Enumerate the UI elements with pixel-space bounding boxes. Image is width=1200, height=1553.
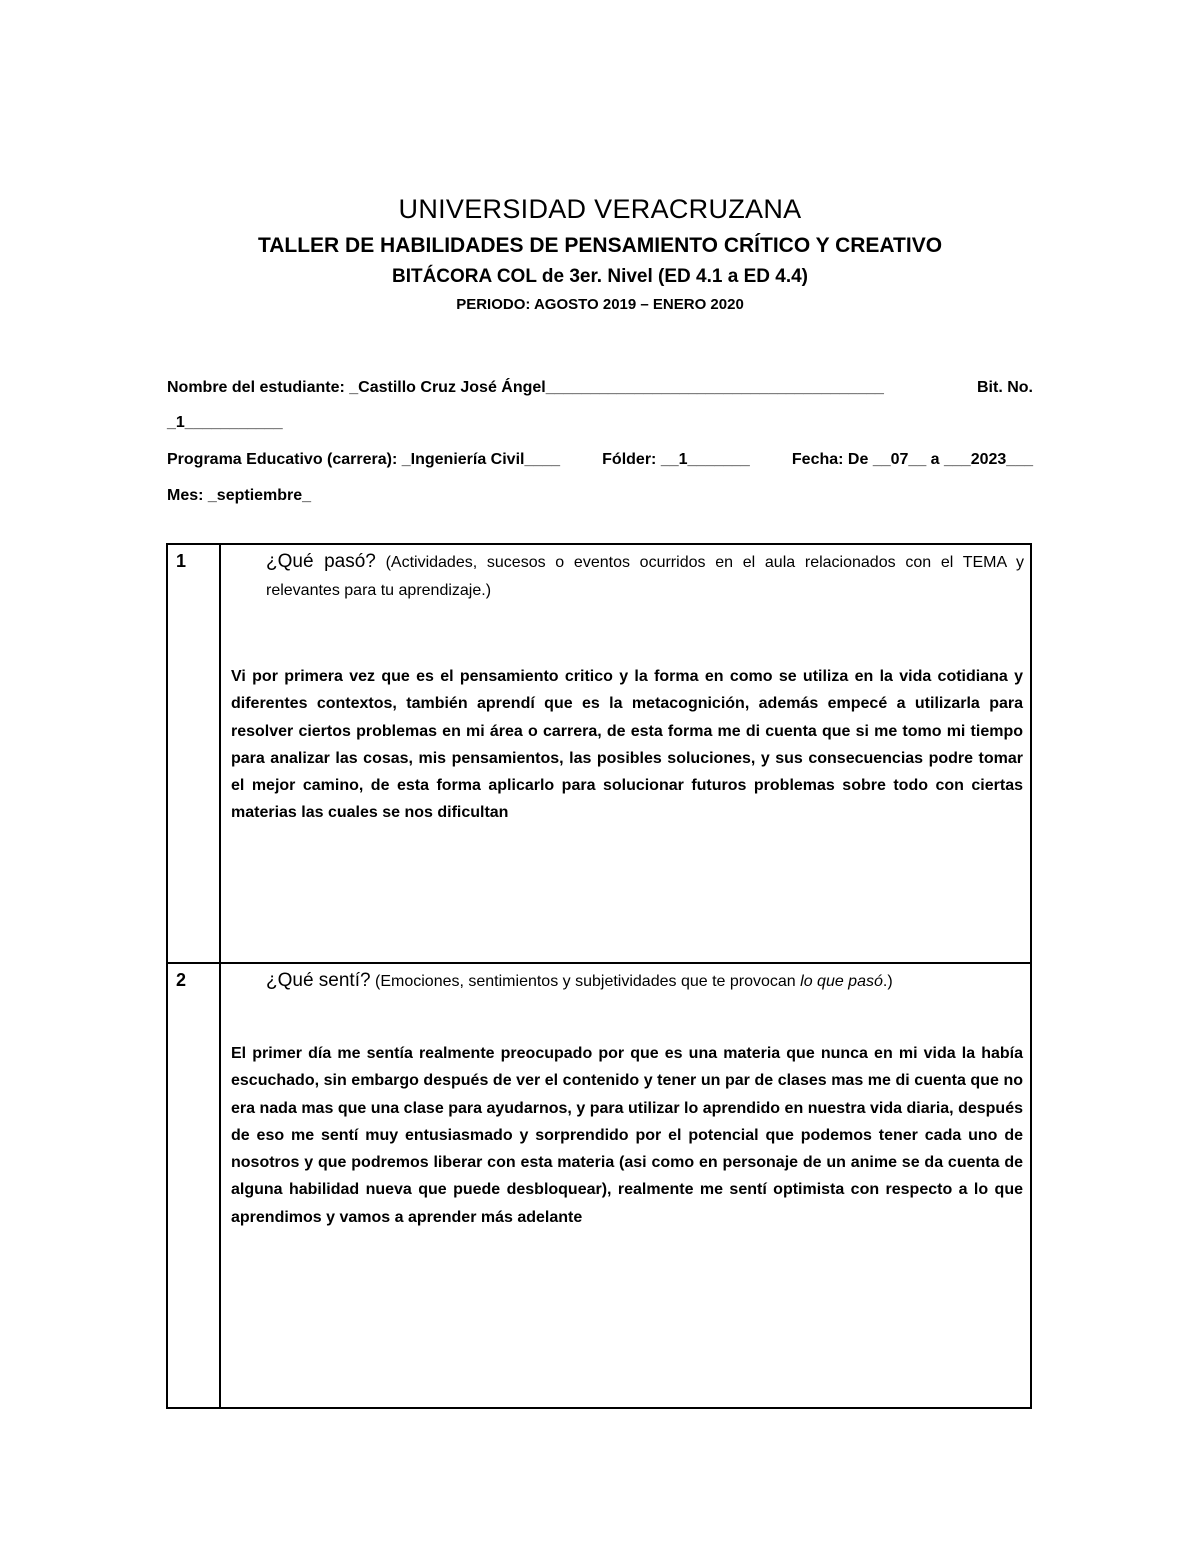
month-field: Mes: _septiembre_: [167, 487, 312, 504]
table-row-divider: [166, 962, 1032, 964]
student-name: Nombre del estudiante: _Castillo Cruz José Ángel______________________________________: [167, 379, 884, 396]
table-column-divider: [219, 543, 221, 1409]
question-hint-end: .): [882, 973, 893, 990]
question-hint: (Emociones, sentimientos y subjetividades que te provocan: [375, 973, 796, 990]
section-number: 2: [176, 970, 187, 990]
program-line: [167, 451, 1033, 469]
period-label: PERIODO: AGOSTO 2019 – ENERO 2020: [456, 296, 744, 313]
section-answer: El primer día me sentía realmente preocupado por que es una materia que nunca en mi vida la había escuchado, sin embargo después de ver el contenido y tener un par de clases mas me di cuenta que no era nada mas que una clase para ayudarnos, y para utilizar lo aprendido en nuestra vida diaria, después de eso me sentí muy entusiasmado y sorprendido por el potencial que podemos tener cada uno de nosotros y que podremos liberar con esta materia (asi como en personaje de un anime se da cuenta de alguna habilidad nueva que puede desbloquear), realmente me sentí optimista con respecto a lo que aprendimos y vamos a aprender más adelante: [231, 1045, 1023, 1226]
program-field: Programa Educativo (carrera): _Ingeniería Civil____: [167, 451, 561, 468]
folder-field: Fólder: __1_______: [602, 451, 750, 468]
university-title: UNIVERSIDAD VERACRUZANA: [398, 194, 802, 224]
log-title: BITÁCORA COL de 3er. Nivel (ED 4.1 a ED 4.4): [391, 266, 808, 287]
date-field: Fecha: De __07__ a ___2023___: [791, 451, 1033, 468]
question-hint: (Actividades, sucesos o eventos ocurridos en el aula relacionados con el TEMA y relevantes para tu aprendizaje.): [266, 554, 1024, 599]
workshop-title: TALLER DE HABILIDADES DE PENSAMIENTO CRÍTICO Y CREATIVO: [257, 234, 943, 257]
section-question: [266, 967, 1024, 996]
bit-number-label: Bit. No.: [977, 379, 1033, 396]
section-question: [266, 548, 1024, 605]
bit-number-value: _1___________: [167, 414, 283, 431]
question-hint-italic: lo que pasó: [800, 973, 883, 990]
question-title: ¿Qué sentí?: [266, 970, 371, 991]
student-name-line: [167, 379, 1033, 397]
section-number: 1: [176, 551, 187, 571]
question-title: ¿Qué pasó?: [266, 551, 376, 572]
section-answer: Vi por primera vez que es el pensamiento critico y la forma en como se utiliza en la vida cotidiana y diferentes contextos, también aprendí que es la metacognición, además empecé a utilizarla para resolver ciertos problemas en mi área o carrera, de esta forma me di cuenta que si me tomo mi tiempo para analizar las cosas, mis pensamientos, las posibles soluciones, y sus consecuencias podre tomar el mejor camino, de esta forma aplicarlo para solucionar futuros problemas sobre todo con ciertas materias las cuales se nos dificultan: [231, 668, 1023, 822]
